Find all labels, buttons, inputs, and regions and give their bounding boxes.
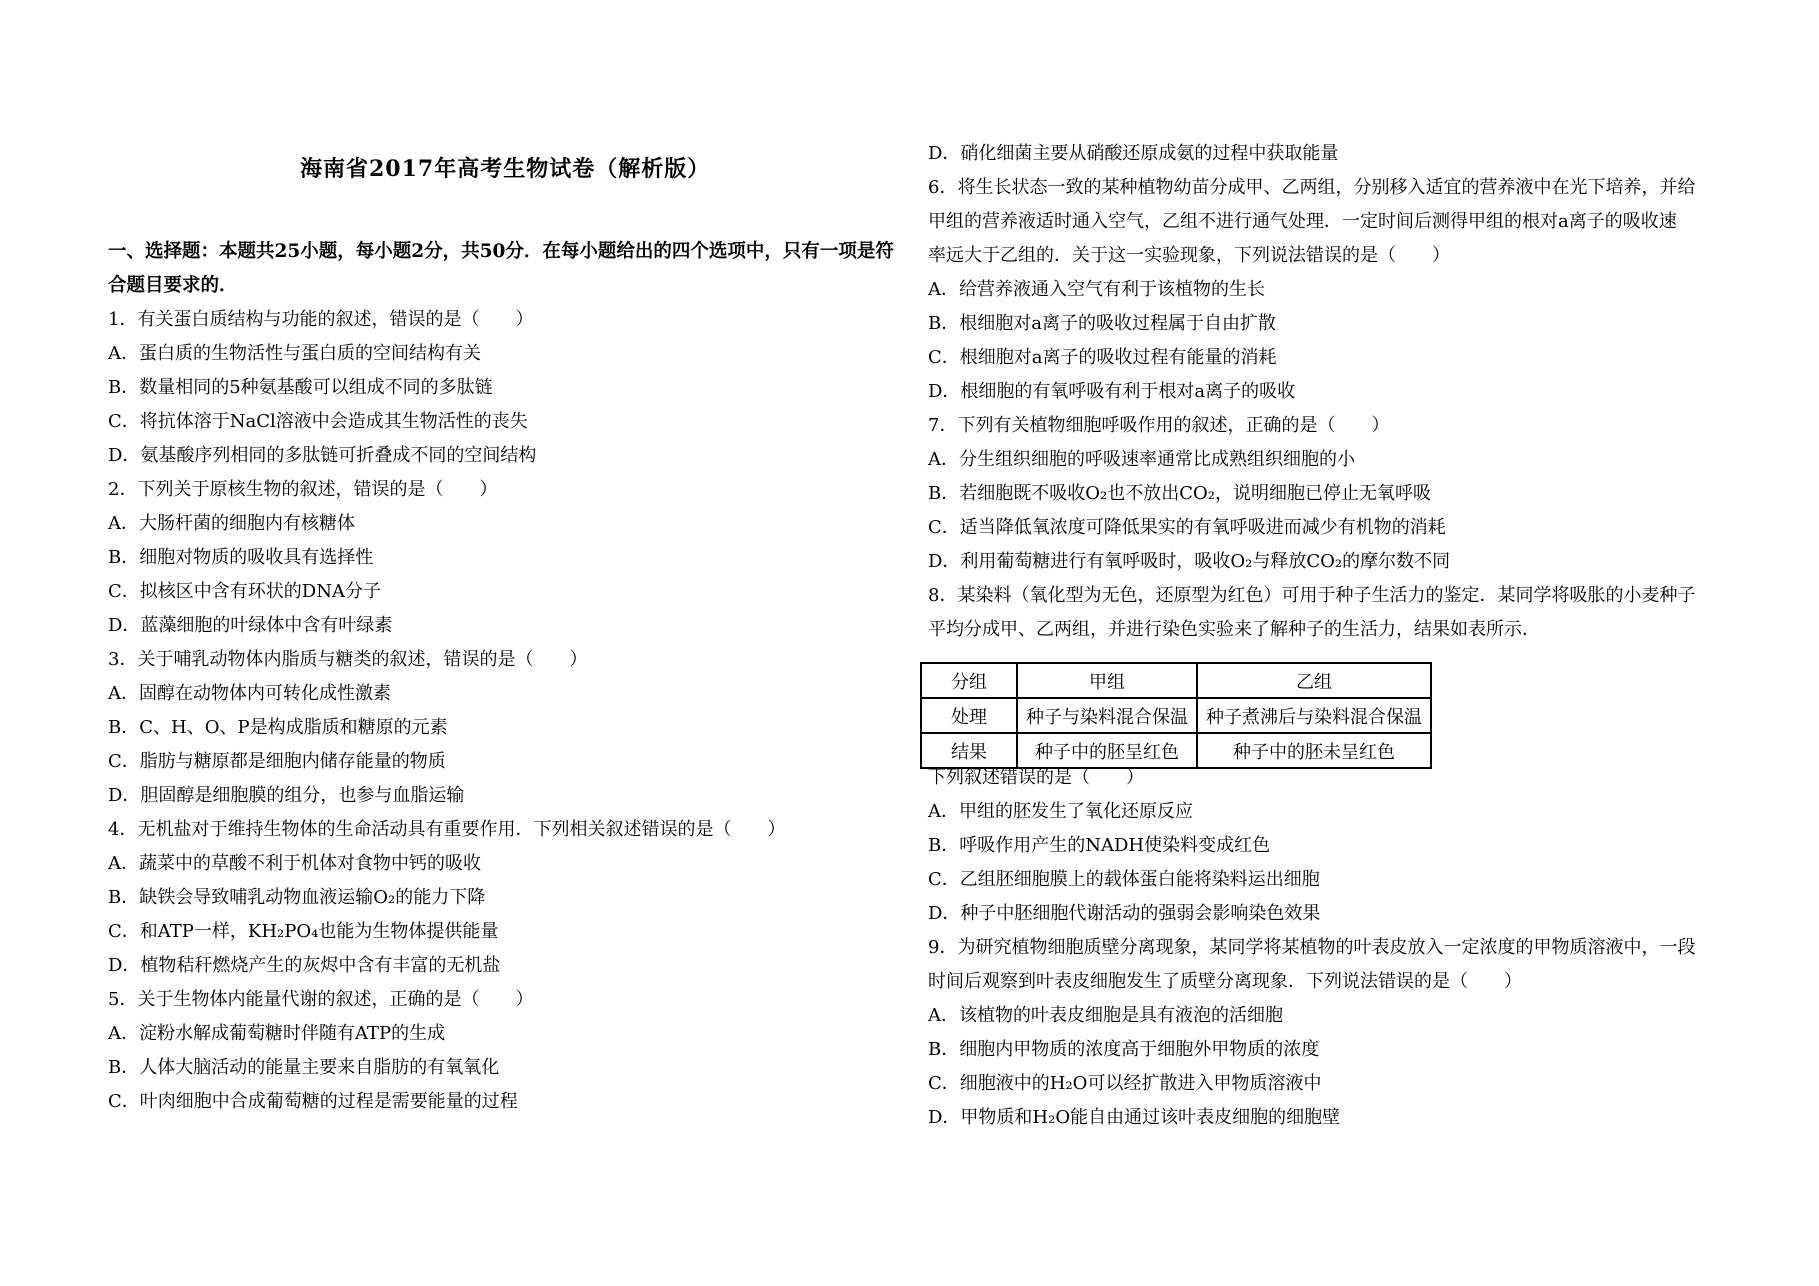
- option-line: D．根细胞的有氧呼吸有利于根对a离子的吸收: [928, 381, 1296, 402]
- table-cell: 处理: [921, 698, 1017, 733]
- question-line: 1．有关蛋白质结构与功能的叙述，错误的是（ ）: [108, 309, 534, 330]
- question-line: 下列叙述错误的是（ ）: [928, 767, 1144, 788]
- question-line: 平均分成甲、乙两组，并进行染色实验来了解种子的生活力，结果如表所示．: [928, 619, 1540, 640]
- results-table: [920, 662, 1432, 769]
- option-line: A．蛋白质的生物活性与蛋白质的空间结构有关: [108, 343, 481, 364]
- option-line: D．甲物质和H₂O能自由通过该叶表皮细胞的细胞壁: [928, 1107, 1341, 1128]
- option-line: A．固醇在动物体内可转化成性激素: [108, 683, 391, 704]
- table-cell: 种子与染料混合保温: [1017, 698, 1197, 733]
- option-line: B．若细胞既不吸收O₂也不放出CO₂，说明细胞已停止无氧呼吸: [928, 483, 1431, 504]
- option-line: C．叶肉细胞中合成葡萄糖的过程是需要能量的过程: [108, 1091, 518, 1112]
- option-line: B．缺铁会导致哺乳动物血液运输O₂的能力下降: [108, 887, 486, 908]
- question-line: 9．为研究植物细胞质壁分离现象，某同学将某植物的叶表皮放入一定浓度的甲物质溶液中，一段: [928, 937, 1696, 958]
- option-line: A．大肠杆菌的细胞内有核糖体: [108, 513, 355, 534]
- question-line: 2．下列关于原核生物的叙述，错误的是（ ）: [108, 479, 498, 500]
- option-line: D．种子中胚细胞代谢活动的强弱会影响染色效果: [928, 903, 1321, 924]
- question-line: 7．下列有关植物细胞呼吸作用的叙述，正确的是（ ）: [928, 415, 1390, 436]
- question-line: 率远大于乙组的．关于这一实验现象，下列说法错误的是（ ）: [928, 245, 1450, 266]
- option-line: D．利用葡萄糖进行有氧呼吸时，吸收O₂与释放CO₂的摩尔数不同: [928, 551, 1451, 572]
- question-line: 5．关于生物体内能量代谢的叙述，正确的是（ ）: [108, 989, 534, 1010]
- table-row: [921, 733, 1431, 768]
- option-line: B．细胞内甲物质的浓度高于细胞外甲物质的浓度: [928, 1039, 1320, 1060]
- question-line: 8．某染料（氧化型为无色，还原型为红色）可用于种子生活力的鉴定．某同学将吸胀的小麦种子: [928, 585, 1696, 606]
- table-header-cell: 乙组: [1197, 663, 1431, 698]
- table-row: [921, 698, 1431, 733]
- table-header-row: [921, 663, 1431, 698]
- option-line: C．适当降低氧浓度可降低果实的有氧呼吸进而减少有机物的消耗: [928, 517, 1446, 538]
- option-line: B．细胞对物质的吸收具有选择性: [108, 547, 374, 568]
- option-line: A．该植物的叶表皮细胞是具有液泡的活细胞: [928, 1005, 1283, 1026]
- option-line: C．脂肪与糖原都是细胞内储存能量的物质: [108, 751, 446, 772]
- section-heading-line-1: 一、选择题：本题共25小题，每小题2分，共50分．在每小题给出的四个选项中，只有一项是符: [108, 241, 894, 262]
- section-heading-line-2: 合题目要求的．: [108, 275, 238, 296]
- table-cell: 种子中的胚呈红色: [1017, 733, 1197, 768]
- option-line: D．胆固醇是细胞膜的组分，也参与血脂运输: [108, 785, 465, 806]
- option-line: B．根细胞对a离子的吸收过程属于自由扩散: [928, 313, 1276, 334]
- option-line: A．分生组织细胞的呼吸速率通常比成熟组织细胞的小: [928, 449, 1355, 470]
- question-line: 甲组的营养液适时通入空气，乙组不进行通气处理．一定时间后测得甲组的根对a离子的吸收速: [928, 211, 1677, 232]
- option-line: B．人体大脑活动的能量主要来自脂肪的有氧氧化: [108, 1057, 500, 1078]
- option-line: D．蓝藻细胞的叶绿体中含有叶绿素: [108, 615, 393, 636]
- option-line: C．根细胞对a离子的吸收过程有能量的消耗: [928, 347, 1277, 368]
- question-line: 4．无机盐对于维持生物体的生命活动具有重要作用．下列相关叙述错误的是（ ）: [108, 819, 786, 840]
- option-line: A．给营养液通入空气有利于该植物的生长: [928, 279, 1265, 300]
- question-line: 3．关于哺乳动物体内脂质与糖类的叙述，错误的是（ ）: [108, 649, 588, 670]
- question-line: 时间后观察到叶表皮细胞发生了质壁分离现象．下列说法错误的是（ ）: [928, 971, 1522, 992]
- option-line: C．将抗体溶于NaCl溶液中会造成其生物活性的丧失: [108, 411, 528, 432]
- option-line: D．植物秸秆燃烧产生的灰烬中含有丰富的无机盐: [108, 955, 501, 976]
- page-title: 海南省2017年高考生物试卷（解析版）: [300, 156, 711, 182]
- option-line: C．乙组胚细胞膜上的载体蛋白能将染料运出细胞: [928, 869, 1320, 890]
- question-line: 6．将生长状态一致的某种植物幼苗分成甲、乙两组，分别移入适宜的营养液中在光下培养，并给: [928, 177, 1696, 198]
- option-line: A．淀粉水解成葡萄糖时伴随有ATP的生成: [108, 1023, 446, 1044]
- option-line: A．甲组的胚发生了氧化还原反应: [928, 801, 1193, 822]
- option-line: B．C、H、O、P是构成脂质和糖原的元素: [108, 717, 448, 738]
- table-header-cell: 甲组: [1017, 663, 1197, 698]
- option-line: D．硝化细菌主要从硝酸还原成氨的过程中获取能量: [928, 143, 1339, 164]
- table-header-cell: 分组: [921, 663, 1017, 698]
- option-line: C．和ATP一样，KH₂PO₄也能为生物体提供能量: [108, 921, 499, 942]
- table-cell: 结果: [921, 733, 1017, 768]
- option-line: B．呼吸作用产生的NADH使染料变成红色: [928, 835, 1271, 856]
- option-line: C．细胞液中的H₂O可以经扩散进入甲物质溶液中: [928, 1073, 1322, 1094]
- option-line: C．拟核区中含有环状的DNA分子: [108, 581, 381, 602]
- option-line: A．蔬菜中的草酸不利于机体对食物中钙的吸收: [108, 853, 481, 874]
- option-line: B．数量相同的5种氨基酸可以组成不同的多肽链: [108, 377, 493, 398]
- table-cell: 种子中的胚未呈红色: [1197, 733, 1431, 768]
- table-cell: 种子煮沸后与染料混合保温: [1197, 698, 1431, 733]
- option-line: D．氨基酸序列相同的多肽链可折叠成不同的空间结构: [108, 445, 537, 466]
